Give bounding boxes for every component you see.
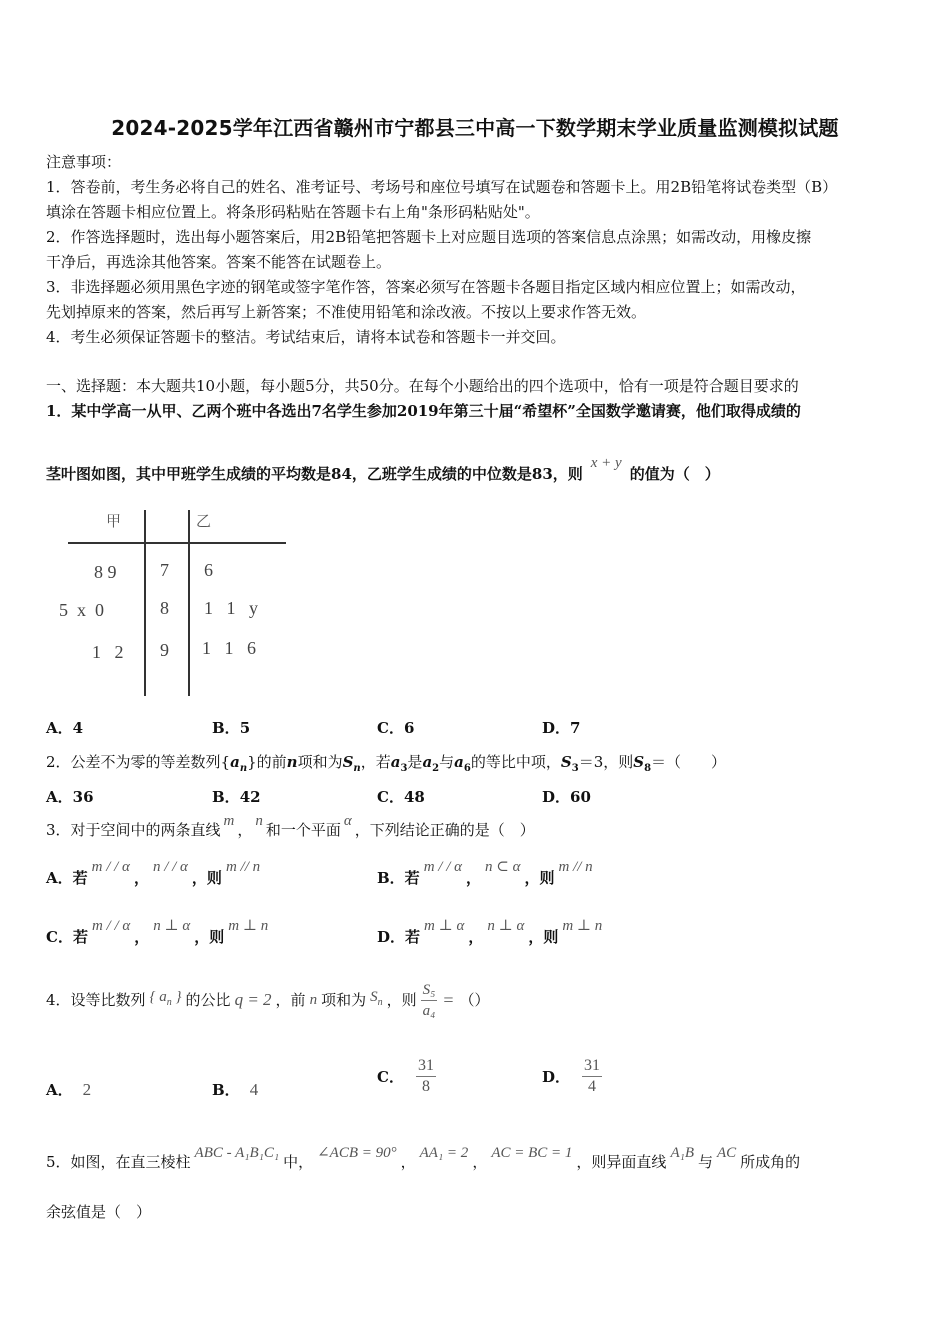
option-c[interactable]: C． $\frac{31}{8}$ (377, 1057, 434, 1095)
notes-line: 1．答卷前，考生务必将自己的姓名、准考证号、考场号和座位号填写在试题卷和答题卡上。用2B铅笔将试卷类型（B） (46, 178, 838, 196)
chart-header-right: 乙 (196, 512, 212, 530)
fraction: $\frac{\text{S₅}}{\text{a₄}}$ (422, 981, 436, 1019)
sequence-notation: { $a_n$ } (149, 989, 182, 1008)
chart-divider-left (144, 510, 146, 696)
chart-stem: 9 (160, 640, 169, 660)
notes-line: 2．作答选择题时，选出每小题答案后，用2B铅笔把答题卡上对应题目选项的答案信息点涂黑；如需改动，用橡皮擦 (46, 228, 812, 246)
option-d[interactable]: D．7 (542, 719, 581, 737)
chart-leaf-right: 1 1 y (204, 598, 258, 618)
notes-line: 填涂在答题卡相应位置上。将条形码粘贴在答题卡右上角"条形码粘贴处"。 (46, 203, 540, 221)
notes-line: 干净后，再选涂其他答案。答案不能答在试题卷上。 (46, 253, 392, 271)
chart-divider-horizontal (68, 542, 286, 544)
chart-leaf-right: 1 1 6 (202, 638, 256, 658)
notes-heading: 注意事项： (46, 153, 122, 171)
question-4-text: 4．设等比数列 { $a_n$ } 的公比 q = 2 ，前 n 项和为 $S_n$ ，则 $\frac{\text{S₅}}{\text{a₄}}$ = （） (46, 981, 490, 1019)
chart-leaf-right: 6 (204, 560, 213, 580)
chart-stem: 7 (160, 560, 169, 580)
section-heading: 一、选择题：本大题共10小题，每小题5分，共50分。在每个小题给出的四个选项中，恰有一项是符合题目要求的 (46, 377, 799, 395)
option-b[interactable]: B．42 (212, 788, 261, 806)
option-b[interactable]: B．5 (212, 719, 251, 737)
page-title: 2024-2025学年江西省赣州市宁都县三中高一下数学期末学业质量监测模拟试题 (111, 116, 839, 140)
option-d[interactable]: D． $\frac{31}{4}$ (542, 1057, 601, 1095)
option-a[interactable]: A．若m / / α，n / / α，则m // n (46, 859, 261, 887)
chart-leaf-left: 1 2 (92, 642, 124, 662)
chart-leaf-left: 5 x 0 (59, 600, 104, 620)
question-5-text-2: 余弦值是（ ） (46, 1203, 152, 1221)
option-b[interactable]: B．若m / / α，n ⊂ α，则m // n (377, 859, 593, 887)
option-a[interactable]: A．36 (46, 788, 94, 806)
chart-leaf-left: 8 9 (94, 562, 117, 582)
option-a[interactable]: A．4 (46, 719, 84, 737)
question-1-text-2: 茎叶图如图，其中甲班学生成绩的平均数是84，乙班学生成绩的中位数是83，则x + y的值为（ ） (46, 455, 720, 483)
option-a[interactable]: A． 2 (46, 1080, 92, 1099)
chart-header-left: 甲 (106, 512, 122, 530)
question-5-text: 5．如图，在直三棱柱 ABC - A₁B₁C₁ 中， ∠ACB = 90° ， AA₁ = 2 ， AC = BC = 1 ，则异面直线 A₁B 与 AC 所成角的 (46, 1145, 801, 1171)
option-d[interactable]: D．60 (542, 788, 591, 806)
option-d[interactable]: D．若m ⊥ α，n ⊥ α，则m ⊥ n (377, 918, 603, 946)
option-b[interactable]: B． 4 (212, 1080, 259, 1099)
math-expression: x + y (590, 455, 622, 471)
notes-line: 先划掉原来的答案，然后再写上新答案；不准使用铅笔和涂改液。不按以上要求作答无效。 (46, 303, 647, 321)
notes-line: 3．非选择题必须用黑色字迹的钢笔或签字笔作答，答案必须写在答题卡各题目指定区域内相应位置上；如需改动， (46, 278, 806, 296)
chart-divider-right (188, 510, 190, 696)
question-2-text: 2．公差不为零的等差数列$\{a_n\}$的前n项和为$S_n$，若$a_3$是$a_2$与$a_6$的等比中项，$S_3=3$，则$S_8=$（ ） (46, 753, 727, 774)
option-c[interactable]: C．若m / / α，n ⊥ α，则m ⊥ n (46, 918, 269, 946)
option-c[interactable]: C．48 (377, 788, 425, 806)
stem-leaf-chart (56, 500, 306, 700)
chart-stem: 8 (160, 598, 169, 618)
option-c[interactable]: C．6 (377, 719, 415, 737)
notes-line: 4．考生必须保证答题卡的整洁。考试结束后，请将本试卷和答题卡一并交回。 (46, 328, 566, 346)
question-1-text: 1．某中学高一从甲、乙两个班中各选出7名学生参加2019年第三十届“希望杯”全国数学邀请赛，他们取得成绩的 (46, 402, 801, 420)
question-3-text: 3．对于空间中的两条直线 m ， n 和一个平面 α ，下列结论正确的是（ ） (46, 813, 535, 839)
